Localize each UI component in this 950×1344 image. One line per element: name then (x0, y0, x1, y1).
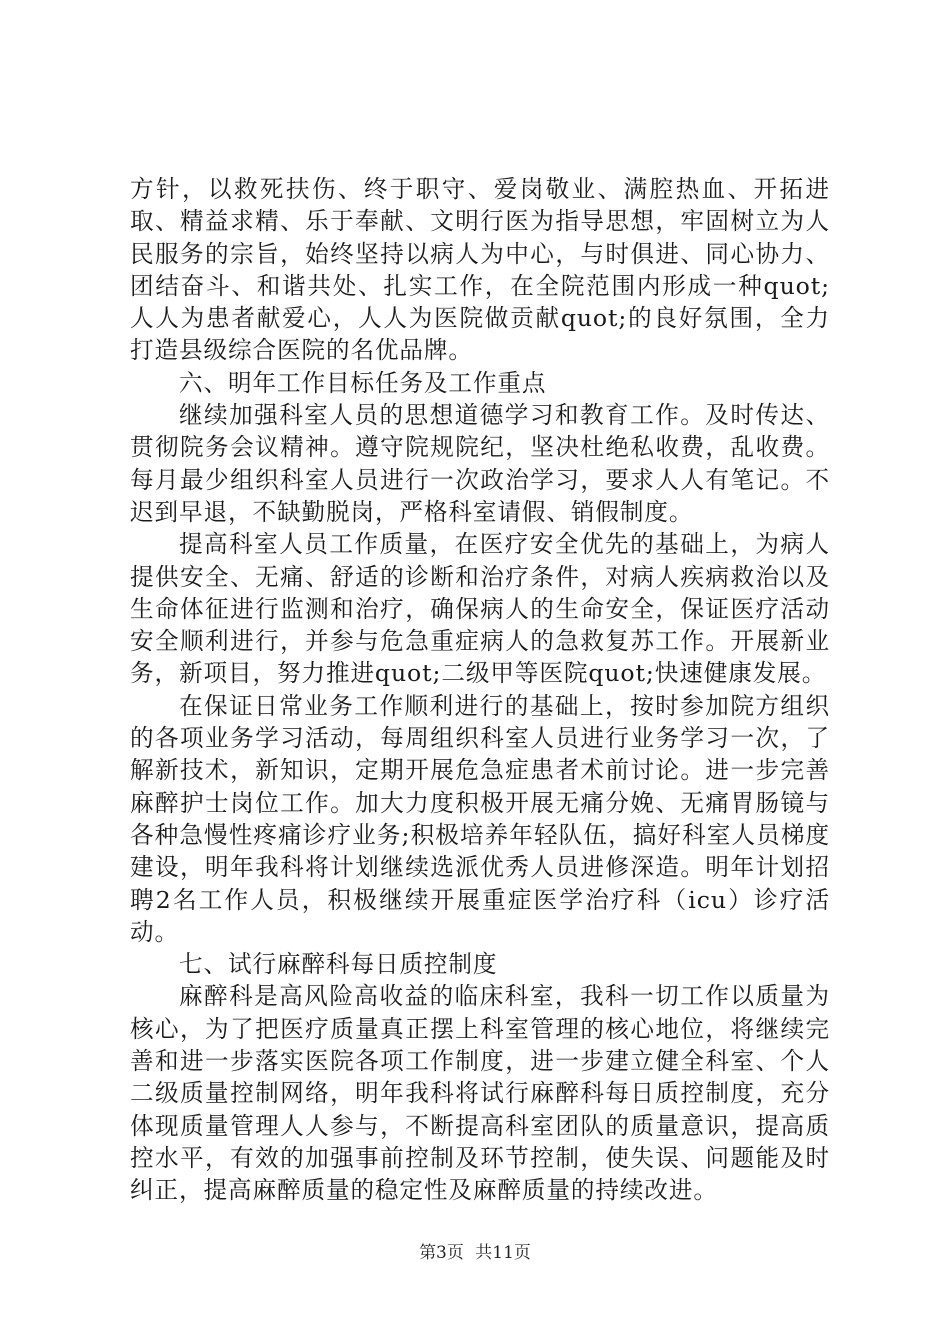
page-number: 第3页 (419, 1243, 464, 1263)
page-total: 共11页 (475, 1243, 531, 1263)
page-footer (0, 1241, 950, 1265)
paragraph-qc: 麻醉科是高风险高收益的临床科室，我科一切工作以质量为核心，为了把医疗质量真正摆上科室管理的核心地位，将继续完善和进一步落实医院各项工作制度，进一步建立健全科室、个人二级质量控制网络，明年我科将试行麻醉科每日质控制度，充分体现质量管理人人参与，不断提高科室团队的质量意识，提高质控水平，有效的加强事前控制及环节控制，使失误、问题能及时纠正，提高麻醉质量的稳定性及麻醉质量的持续改进。 (130, 982, 830, 1205)
section-heading-6: 六、明年工作目标任务及工作重点 (179, 368, 547, 397)
paragraph-study: 继续加强科室人员的思想道德学习和教育工作。及时传达、贯彻院务会议精神。遵守院规院纪，坚决杜绝私收费，乱收费。每月最少组织科室人员进行一次政治学习，要求人人有笔记。不迟到早退，不缺勤脱岗，严格科室请假、销假制度。 (130, 401, 830, 526)
paragraph-training: 在保证日常业务工作顺利进行的基础上，按时参加院方组织的各项业务学习活动，每周组织科室人员进行业务学习一次，了解新技术，新知识，定期开展危急症患者术前讨论。进一步完善麻醉护士岗位工作。加大力度积极开展无痛分娩、无痛胃肠镜与各种急慢性疼痛诊疗业务;积极培养年轻队伍，搞好科室人员梯度建设，明年我科将计划继续选派优秀人员进修深造。明年计划招聘2名工作人员，积极继续开展重症医学治疗科（icu）诊疗活动。 (130, 691, 830, 946)
paragraph-continuation: 方针，以救死扶伤、终于职守、爱岗敬业、满腔热血、开拓进取、精益求精、乐于奉献、文明行医为指导思想，牢固树立为人民服务的宗旨，始终坚持以病人为中心，与时俱进、同心协力、团结奋斗、和谐共处、扎实工作，在全院范围内形成一种quot;人人为患者献爱心，人人为医院做贡献quot;的良好氛围，全力打造县级综合医院的名优品牌。 (130, 175, 830, 365)
document-body (130, 173, 830, 1207)
section-heading-7: 七、试行麻醉科每日质控制度 (179, 950, 498, 979)
paragraph-quality: 提高科室人员工作质量，在医疗安全优先的基础上，为病人提供安全、无痛、舒适的诊断和治疗条件，对病人疾病救治以及生命体征进行监测和治疗，确保病人的生命安全，保证医疗活动安全顺利进行，并参与危急重症病人的急救复苏工作。开展新业务，新项目，努力推进quot;二级甲等医院quot;快速健康发展。 (130, 530, 830, 688)
